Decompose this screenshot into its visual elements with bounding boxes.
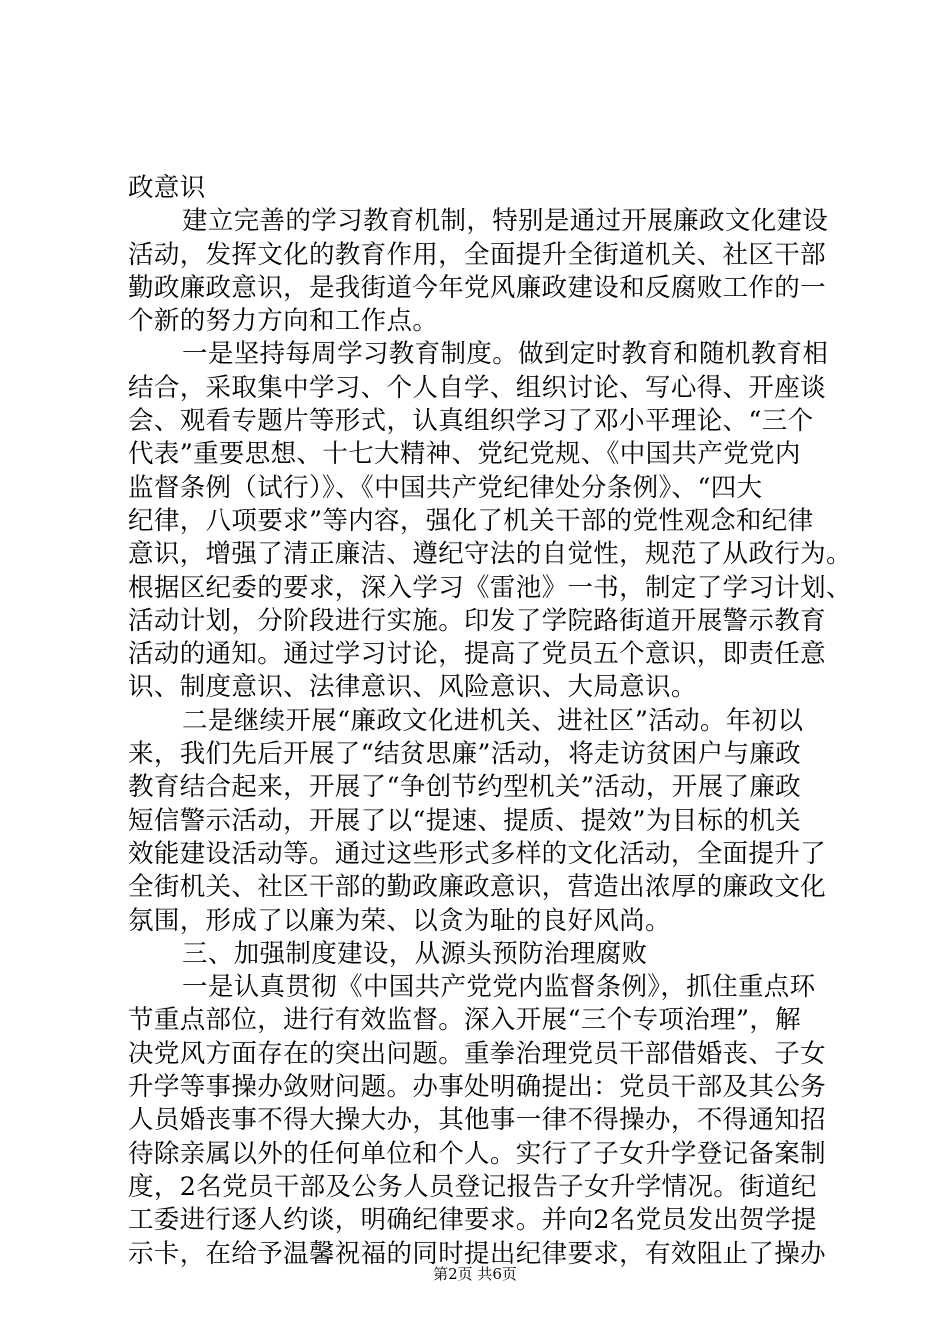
text-line: 工委进行逐人约谈，明确纪律要求。并向2名党员发出贺学提 [128,1205,817,1236]
text-line: 纪律，八项要求”等内容，强化了机关干部的党性观念和纪律 [128,505,814,536]
text-line: 会、观看专题片等形式，认真组织学习了邓小平理论、“三个 [128,406,814,437]
text-line: 效能建设活动等。通过这些形式多样的文化活动，全面提升了 [128,838,826,869]
text-line: 监督条例（试行）》、《中国共产党纪律处分条例》、“四大 [128,472,763,503]
text-line: 人员婚丧事不得大操大办，其他事一律不得操办，不得通知招 [128,1105,826,1136]
text-line: 建立完善的学习教育机制，特别是通过开展廉政文化建设 [182,206,829,237]
document-body [128,172,852,1271]
text-line: 教育结合起来，开展了“争创节约型机关”活动，开展了廉政 [128,772,802,803]
text-line: 活动的通知。通过学习讨论，提高了党员五个意识，即责任意 [128,639,826,670]
text-line: 来，我们先后开展了“结贫思廉”活动，将走访贫困户与廉政 [128,739,802,770]
text-line: 活动计划，分阶段进行实施。印发了学院路街道开展警示教育 [128,605,826,636]
text-line: 度，2名党员干部及公务人员登记报告子女升学情况。街道纪 [128,1171,817,1202]
text-line: 根据区纪委的要求，深入学习《雷池》一书，制定了学习计划、 [128,572,852,603]
text-line: 结合，采取集中学习、个人自学、组织讨论、写心得、开座谈 [128,372,826,403]
text-line: 识、制度意识、法律意识、风险意识、大局意识。 [128,672,697,703]
text-line: 意识，增强了清正廉洁、遵纪守法的自觉性，规范了从政行为。 [128,539,852,570]
text-line: 代表”重要思想、十七大精神、党纪党规、《中国共产党党内 [128,439,801,470]
text-line: 活动，发挥文化的教育作用，全面提升全街道机关、社区干部 [128,239,826,270]
text-line: 三、加强制度建设，从源头预防治理腐败 [182,938,648,969]
text-line: 全街机关、社区干部的勤政廉政意识，营造出浓厚的廉政文化 [128,872,826,903]
paragraph [128,971,832,1271]
page-number-footer: 第2页 共6页 [433,1265,517,1283]
text-line: 一是认真贯彻《中国共产党党内监督条例》，抓住重点环 [182,972,816,1003]
text-line: 氛围，形成了以廉为荣、以贪为耻的良好风尚。 [128,905,671,936]
paragraph [128,705,832,938]
text-line: 一是坚持每周学习教育制度。做到定时教育和随机教育相 [182,339,829,370]
text-line: 决党风方面存在的突出问题。重拳治理党员干部借婚丧、子女 [128,1038,826,1069]
paragraph [128,338,852,704]
paragraph [128,172,832,205]
paragraph [128,938,832,971]
text-line: 二是继续开展“廉政文化进机关、进社区”活动。年初以 [182,705,804,736]
text-line: 示卡，在给予温馨祝福的同时提出纪律要求，有效阻止了操办 [128,1238,826,1269]
text-line: 个新的努力方向和工作点。 [128,306,439,337]
text-line: 勤政廉政意识，是我街道今年党风廉政建设和反腐败工作的一 [128,272,826,303]
text-line: 短信警示活动，开展了以“提速、提质、提效”为目标的机关 [128,805,802,836]
text-line: 待除亲属以外的任何单位和个人。实行了子女升学登记备案制 [128,1138,826,1169]
text-line: 升学等事操办敛财问题。办事处明确提出：党员干部及其公务 [128,1072,826,1103]
text-line: 政意识 [128,173,206,203]
text-line: 节重点部位，进行有效监督。深入开展“三个专项治理”，解 [128,1005,802,1036]
paragraph [128,205,832,338]
